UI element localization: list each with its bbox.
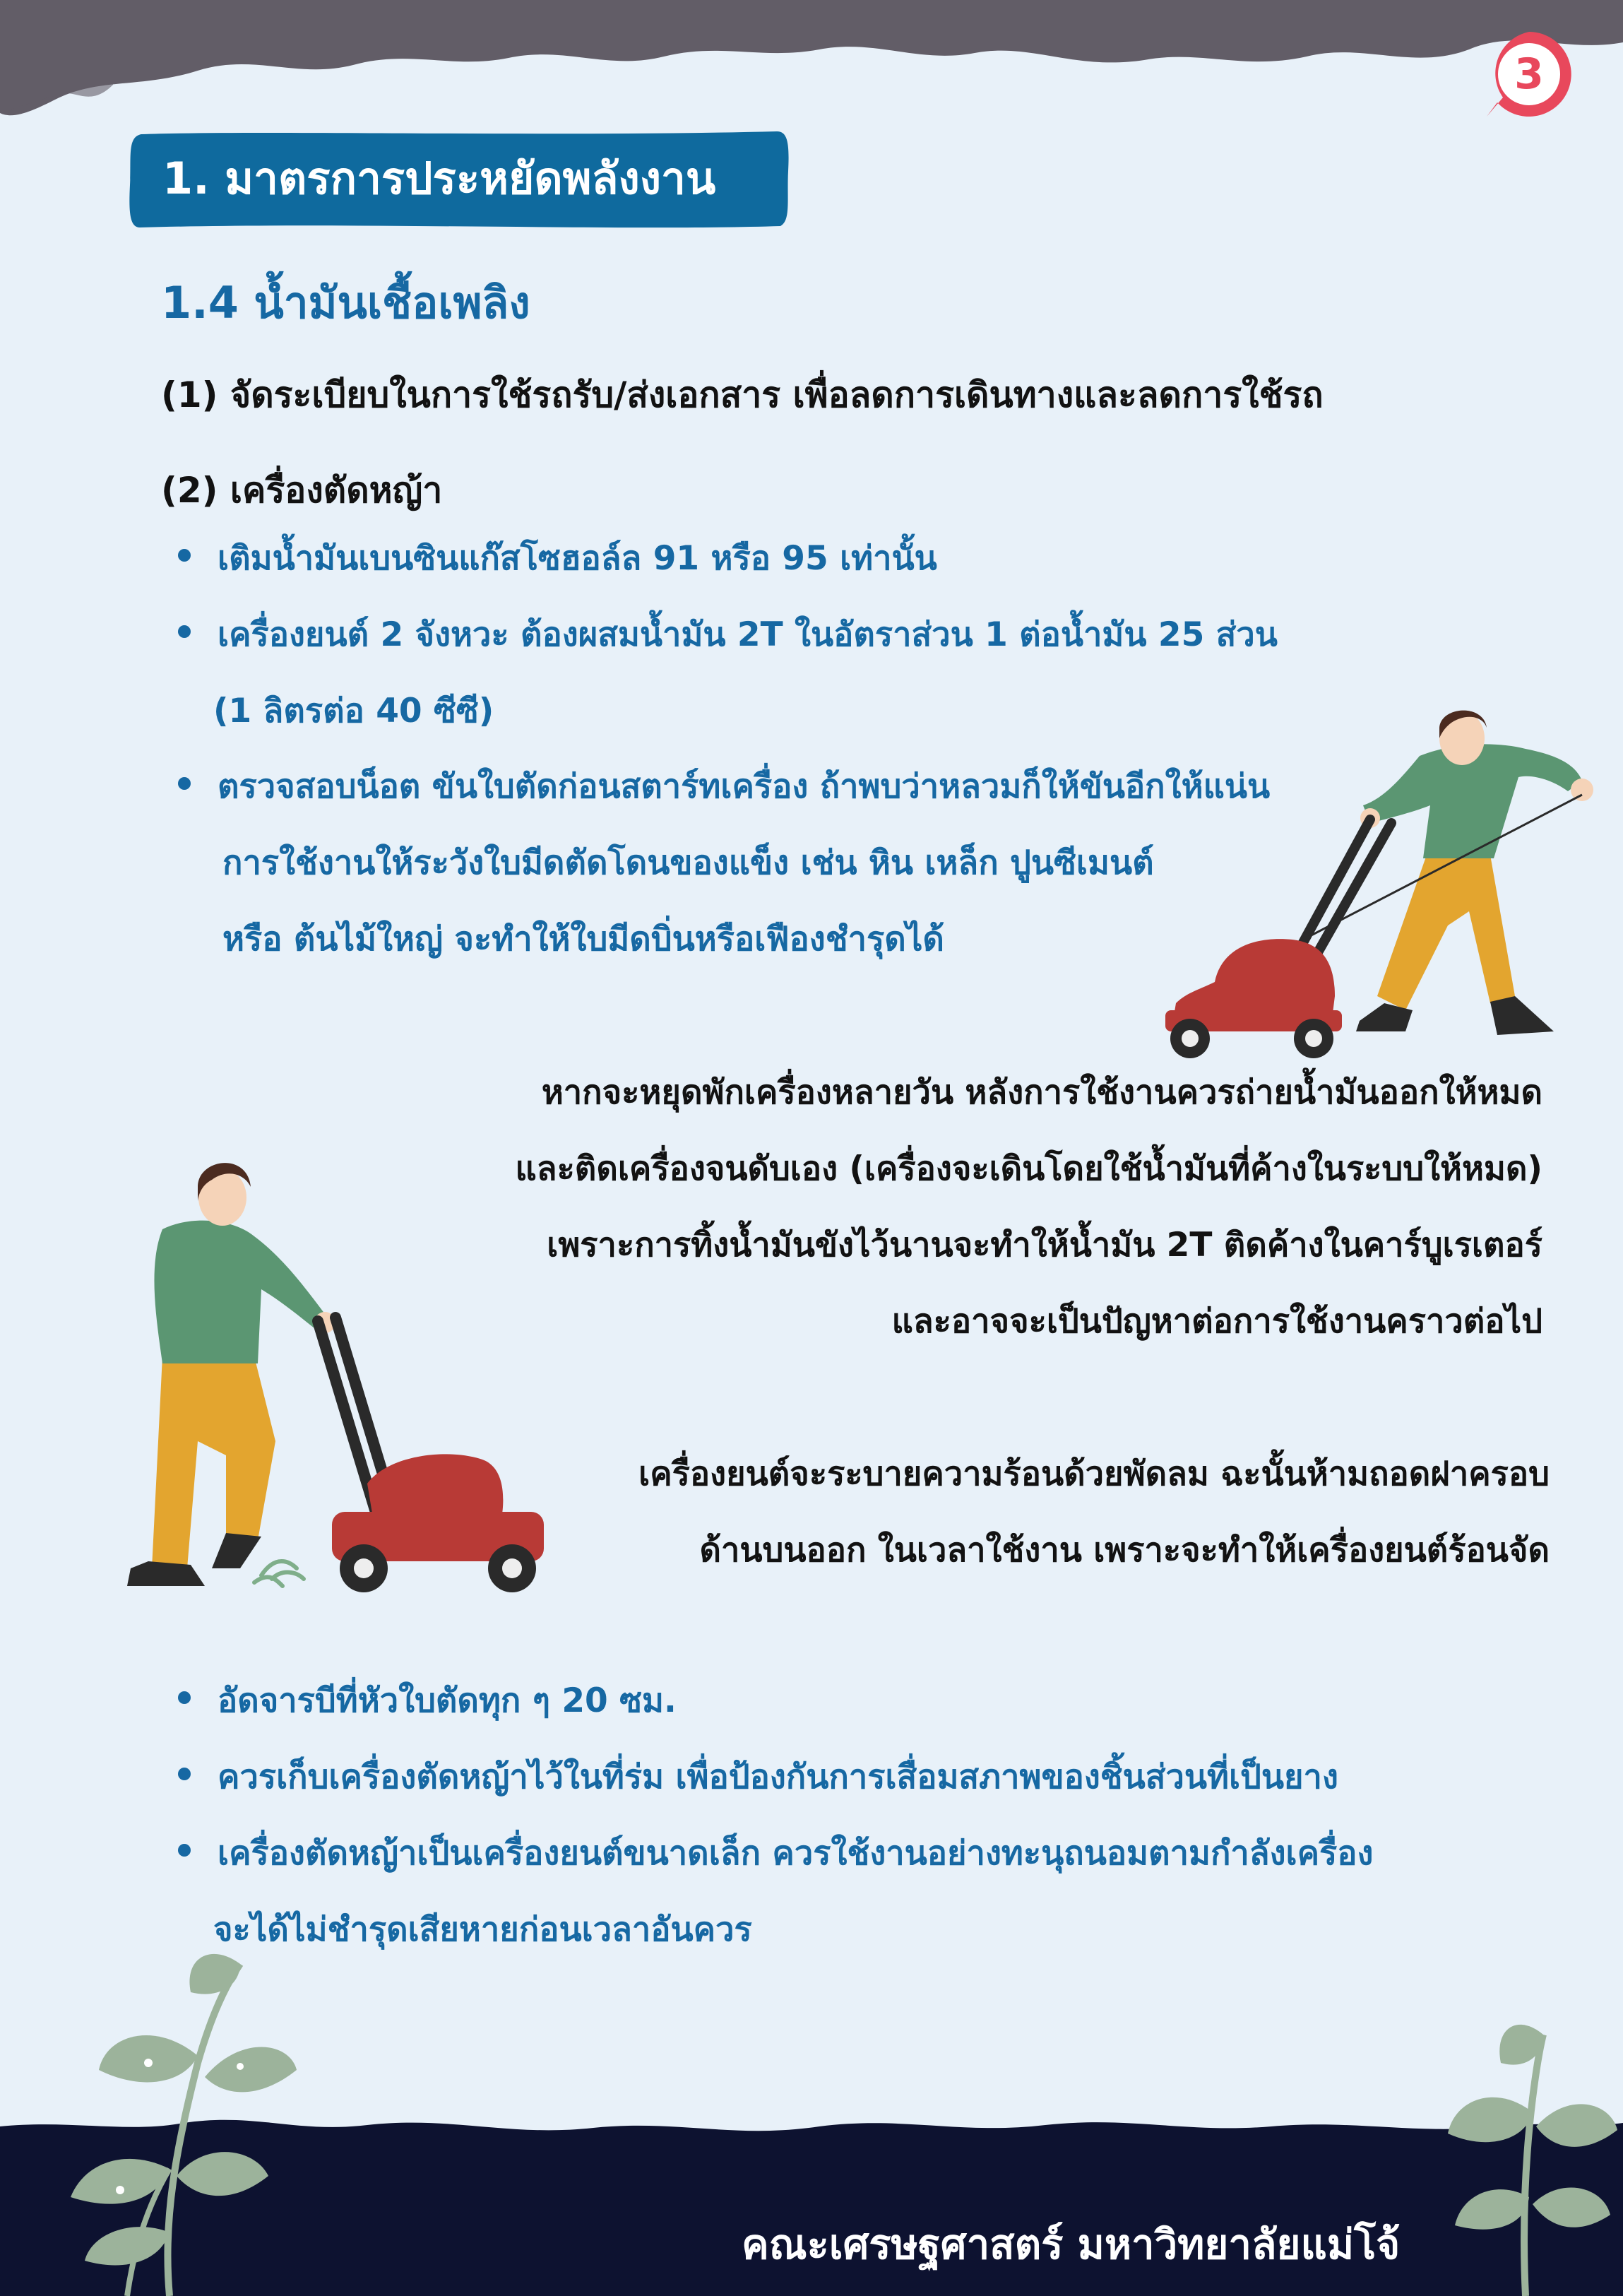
paragraph-2-line: ด้านบนออก ในเวลาใช้งาน เพราะจะทำให้เครื่องยนต์ร้อนจัด (699, 1531, 1550, 1570)
paragraph-1-line: หากจะหยุดพักเครื่องหลายวัน หลังการใช้งานควรถ่ายน้ำมันออกให้หมด (541, 1073, 1542, 1112)
bullet-text-cont: การใช้งานให้ระวังใบมีดตัดโดนของแข็ง เช่น หิน เหล็ก ปูนซีเมนต์ (222, 844, 1154, 882)
lawn-mower-person-illustration (120, 1144, 558, 1639)
bullet-text: เติมน้ำมันเบนซินแก๊สโซฮอล์ล 91 หรือ 95 เท่านั้น (218, 539, 937, 578)
bullet-text: ควรเก็บเครื่องตัดหญ้าไว้ในที่ร่ม เพื่อป้องกันการเสื่อมสภาพของชิ้นส่วนที่เป็นยาง (218, 1758, 1338, 1797)
paragraph-1-line: เพราะการทิ้งน้ำมันขังไว้นานจะทำให้น้ำมัน 2T ติดค้างในคาร์บูเรเตอร์ (547, 1226, 1542, 1265)
bullet-dot (178, 625, 191, 638)
section-title: 1. มาตรการประหยัดพลังงาน (162, 153, 716, 204)
bullet-dot (178, 777, 191, 790)
plant-decoration (1427, 2013, 1623, 2296)
bullet-dot (178, 1844, 191, 1857)
bullet-text-cont: (1 ลิตรต่อ 40 ซีซี) (213, 692, 494, 730)
page-number: 3 (1514, 49, 1544, 99)
plant-decoration (28, 1936, 353, 2296)
paragraph-2-line: เครื่องยนต์จะระบายความร้อนด้วยพัดลม ฉะนั้นห้ามถอดฝาครอบ (638, 1455, 1550, 1493)
top-decorative-band (0, 0, 1623, 141)
bullet-text: เครื่องตัดหญ้าเป็นเครื่องยนต์ขนาดเล็ก ควรใช้งานอย่างทะนุถนอมตามกำลังเครื่อง (218, 1834, 1374, 1873)
item-1: (1) จัดระเบียบในการใช้รถรับ/ส่งเอกสาร เพื่อลดการเดินทางและลดการใช้รถ (161, 374, 1324, 415)
bullet-text-cont: หรือ ต้นไม้ใหญ่ จะทำให้ใบมีดบิ่นหรือเฟืองชำรุดได้ (222, 920, 944, 959)
bullet-text: อัดจารบีที่หัวใบตัดทุก ๆ 20 ซม. (218, 1681, 677, 1720)
paragraph-1-line: และอาจจะเป็นปัญหาต่อการใช้งานคราวต่อไป (891, 1302, 1542, 1341)
lawn-mower-person-illustration (1158, 699, 1596, 1060)
bullet-text: เครื่องยนต์ 2 จังหวะ ต้องผสมน้ำมัน 2T ในอัตราส่วน 1 ต่อน้ำมัน 25 ส่วน (218, 615, 1278, 654)
page-number-badge (1483, 28, 1575, 120)
bullet-text: ตรวจสอบน็อต ขันใบตัดก่อนสตาร์ทเครื่อง ถ้าพบว่าหลวมก็ให้ขันอีกให้แน่น (218, 767, 1271, 806)
bullet-text-cont: จะได้ไม่ชำรุดเสียหายก่อนเวลาอันควร (213, 1910, 752, 1949)
subsection-title: 1.4 น้ำมันเชื้อเพลิง (161, 277, 530, 329)
section-banner (127, 129, 791, 231)
bullet-dot (178, 1691, 191, 1704)
paragraph-1-line: และติดเครื่องจนดับเอง (เครื่องจะเดินโดยใช้น้ำมันที่ค้างในระบบให้หมด) (515, 1149, 1542, 1188)
item-2: (2) เครื่องตัดหญ้า (161, 470, 443, 511)
bullet-dot (178, 549, 191, 562)
bullet-dot (178, 1768, 191, 1780)
footer-text: คณะเศรษฐศาสตร์ มหาวิทยาลัยแม่โจ้ (742, 2220, 1401, 2268)
